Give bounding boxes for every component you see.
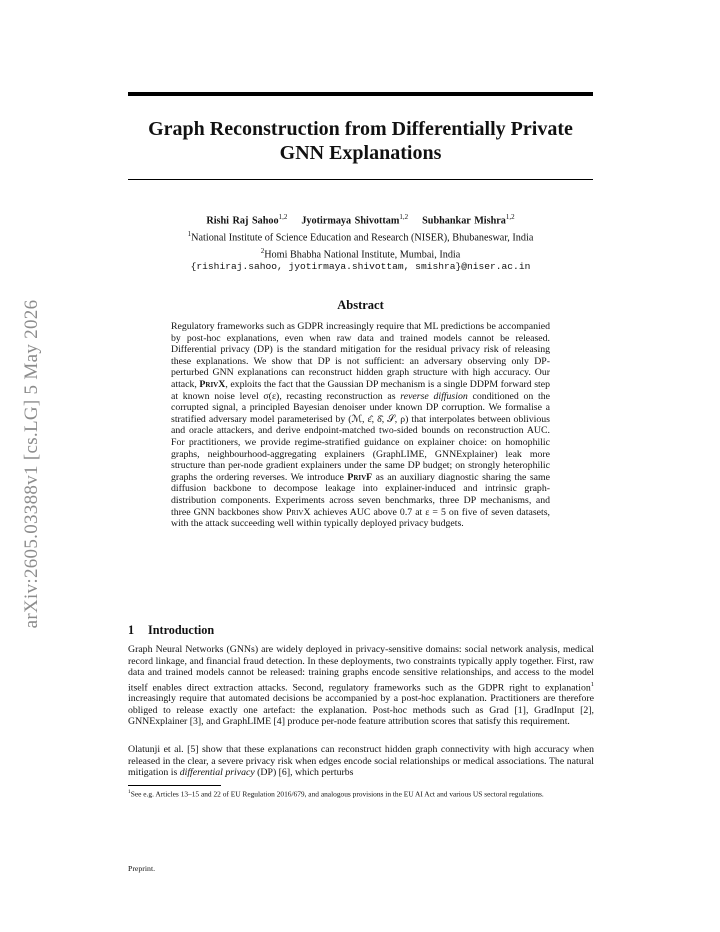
preprint-label: Preprint. xyxy=(128,864,156,873)
title-top-rule xyxy=(128,92,593,96)
affiliation-1: $^1$National Institute of Science Education and Research (NISER), Bhubaneswar, India xyxy=(187,229,534,244)
author-2-affil: 1,2 xyxy=(399,213,409,221)
title-line-1: Graph Reconstruction from Differentially Private xyxy=(148,118,573,140)
footnote-marker: 1 xyxy=(590,680,594,688)
abstract-heading: Abstract xyxy=(337,298,384,312)
arxiv-identifier: arXiv:2605.03388v1 [cs.LG] 5 May 2026 xyxy=(21,299,42,629)
footnote-rule xyxy=(128,785,221,786)
author-3-affil: 1,2 xyxy=(505,213,515,221)
paper-title xyxy=(128,117,593,165)
privx-name: PrivX xyxy=(199,378,226,390)
author-block xyxy=(128,211,593,274)
author-2: Jyotirmaya Shivottam xyxy=(301,215,400,227)
section-heading-introduction: 1 Introduction xyxy=(128,623,215,637)
intro-paragraph-2: Olatunji et al. [5] show that these explanations can reconstruct hidden graph connectivity with high accuracy when released in the clear, a severe privacy risk when edges encode social relationships or medical associations. The natural mitigation is differential privacy (DP) [6], which perturbs xyxy=(128,744,594,778)
title-line-2: GNN Explanations xyxy=(279,142,442,164)
arxiv-sidebar-stamp xyxy=(12,264,52,664)
author-1: Rishi Raj Sahoo xyxy=(206,215,279,227)
author-names xyxy=(128,211,593,228)
author-3: Subhankar Mishra xyxy=(422,215,506,227)
author-1-affil: 1,2 xyxy=(278,213,288,221)
abstract-body: Regulatory frameworks such as GDPR increasingly require that ML predictions be accompanied by post-hoc explanations, even when raw data and trained models cannot be released. Differential privacy (DP) is the standard mitigation for the residual privacy risk of releasing these explanations. We show that DP is not sufficient: an adversary observing only DP-perturbed GNN explanations can reconstruct hidden graph structure with high accuracy. Our attack, PrivX, exploits the fact that the Gaussian DP mechanism is a single DDPM forward step at known noise level σ(ε), recasting reconstruction as reverse diffusion conditioned on the corrupted signal, a principled Bayesian denoiser under known DP corruption. We formalise a stratified adversary model parameterised by (ℳ, ε̂, δ̂, 𝒮, ρ) that interpolates between oblivious and oracle attackers, and derive endpoint-matched two-sided bounds on reconstruction AUC. For practitioners, we provide regime-stratified guidance on explainer choice: on homophilic graphs, neighbourhood-aggregating explainers (GraphLIME, GNNExplainer) leak more structure than per-node gradient explainers under the same DP budget; on strongly heterophilic graphs the ordering reverses. We introduce PrivF as an auxiliary diagnostic sharing the same diffusion backbone to decompose leakage into explainer-induced and intrinsic graph-distribution components. Experiments across seven benchmarks, three DP mechanisms, and three GNN backbones show PrivX achieves AUC above 0.7 at ε = 5 on five of seven datasets, with the attack succeeding well within typically deployed privacy budgets. xyxy=(171,321,550,530)
privf-name: PrivF xyxy=(347,471,373,483)
author-emails: {rishiraj.sahoo, jyotirmaya.shivottam, smishra}@niser.ac.in xyxy=(190,261,531,273)
affiliation-2: $^2$Homi Bhabha National Institute, Mumbai, India xyxy=(260,246,461,260)
title-bottom-rule xyxy=(128,179,593,180)
footnote: $^1$See e.g. Articles 13–15 and 22 of EU Regulation 2016/679, and analogous provisions in the EU AI Act and various US sectoral regulations. xyxy=(128,789,544,799)
intro-paragraph-1: Graph Neural Networks (GNNs) are widely deployed in privacy-sensitive domains: social network analysis, medical record linkage, and financial fraud detection. In these deployments, two constraints typically apply together. First, raw data and trained models cannot be released: training graphs encode sensitive relationships, and access to the model itself enables direct extraction attacks. Second, regulatory frameworks such as the GDPR right to explanation$^1$ increasingly require that automated decisions be accompanied by a post-hoc explanation. Practitioners are therefore obliged to release exactly one artefact: the explanation. Post-hoc methods such as Grad [1], GradInput [2], GNNExplainer [3], and GraphLIME [4] produce per-node feature attribution scores that satisfy this requirement. xyxy=(128,644,594,728)
